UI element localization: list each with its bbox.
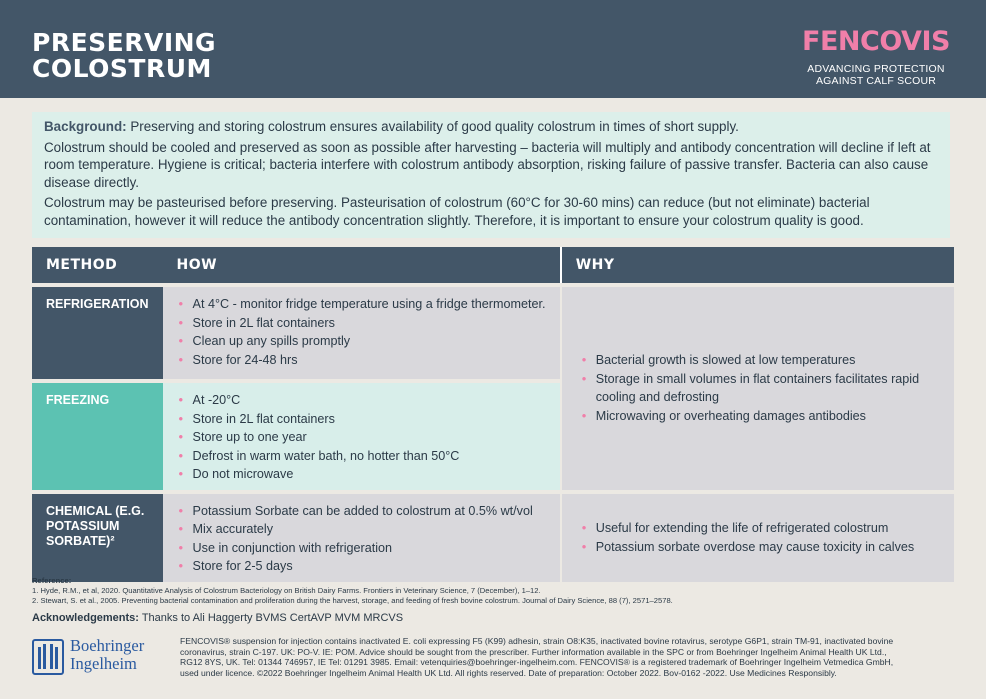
list-item: • At 4°C - monitor fridge temperature using a fridge thermometer. (177, 295, 546, 314)
list-item: • Store for 2-5 days (177, 557, 546, 576)
logo-tagline: ADVANCING PROTECTION AGAINST CALF SCOUR (807, 63, 945, 87)
references (32, 576, 932, 606)
list-item: • Storage in small volumes in flat containers facilitates rapid cooling and defrosting (580, 370, 936, 407)
logo-text: FENCOVIS (802, 26, 950, 57)
method-refrigeration: REFRIGERATION (32, 287, 163, 379)
boehringer-logo (32, 637, 162, 677)
header-why: WHY (561, 247, 954, 283)
list-item: • Useful for extending the life of refrigerated colostrum (580, 519, 936, 538)
list-item: • Microwaving or overheating damages antibodies (580, 407, 936, 426)
references-heading: Reference: (32, 576, 72, 585)
header-banner (0, 0, 986, 98)
table-row (32, 494, 954, 582)
header-how: HOW (163, 247, 561, 283)
background-box (32, 112, 950, 238)
list-item: • Potassium Sorbate can be added to colostrum at 0.5% wt/vol (177, 502, 546, 521)
list-item: • Bacterial growth is slowed at low temperatures (580, 351, 936, 370)
company-name-line1: Boehringer (70, 636, 145, 655)
list-item: • Store in 2L flat containers (177, 410, 546, 429)
background-p1-text: Preserving and storing colostrum ensures availability of good quality colostrum in times of short supply. (130, 119, 739, 134)
list-item: • Clean up any spills promptly (177, 332, 546, 351)
list-item: • Store up to one year (177, 428, 546, 447)
why-cold-storage (561, 287, 954, 490)
page-title: PRESERVING COLOSTRUM (32, 28, 217, 83)
method-freezing: FREEZING (32, 383, 163, 490)
boehringer-wordmark (70, 637, 144, 673)
list-item: • At -20°C (177, 391, 546, 410)
background-p3: Colostrum may be pasteurised before preserving. Pasteurisation of colostrum (60°C for 30-60 mins) can reduce (but not eliminate) bacterial contamination, however it will reduce the antibody concentration slightly. Therefore, it is important to ensure your colostrum quality is good. (44, 195, 870, 228)
reference-item: 1. Hyde, R.M., et al, 2020. Quantitative Analysis of Colostrum Bacteriology on British Dairy Farms. Frontiers in Veterinary Science, 7 (December), 1–12. (32, 586, 541, 595)
method-chemical: CHEMICAL (E.G. POTASSIUM SORBATE)² (32, 494, 163, 582)
background-p2: Colostrum should be cooled and preserved as soon as possible after harvesting – bacteria will multiply and antibody concentration will decline if left at room temperature. Hygiene is critical; bacteria interfere with colostrum antibody absorption, risking failure of passive transfer. Bacteria can also cause disease directly. (44, 139, 931, 190)
list-item: • Defrost in warm water bath, no hotter than 50°C (177, 447, 546, 466)
company-name-line2: Ingelheim (70, 654, 137, 673)
acknowledgements-text: Thanks to Ali Haggerty BVMS CertAVP MVM MRCVS (141, 612, 404, 624)
background-label: Background: (44, 119, 127, 134)
list-item: • Store for 24-48 hrs (177, 351, 546, 370)
why-chemical (561, 494, 954, 582)
how-chemical (163, 494, 561, 582)
table-row (32, 287, 954, 379)
list-item: • Do not microwave (177, 465, 546, 484)
methods-table (32, 247, 954, 582)
fencovis-logo (796, 26, 956, 87)
how-refrigeration (163, 287, 561, 379)
header-method: METHOD (32, 247, 163, 283)
list-item: • Store in 2L flat containers (177, 314, 546, 333)
acknowledgements (32, 612, 403, 624)
background-p1 (44, 118, 938, 136)
list-item: • Potassium sorbate overdose may cause toxicity in calves (580, 538, 936, 557)
list-item: • Mix accurately (177, 520, 546, 539)
how-freezing (163, 383, 561, 490)
list-item: • Use in conjunction with refrigeration (177, 539, 546, 558)
acknowledgements-label: Acknowledgements: (32, 612, 139, 624)
table-header-row (32, 247, 954, 283)
boehringer-building-icon (32, 639, 64, 675)
reference-item: 2. Stewart, S. et al., 2005. Preventing bacterial contamination and proliferation during the harvest, storage, and feeding of fresh bovine colostrum. Journal of Dairy Science, 88 (7), 2571–2578. (32, 596, 673, 605)
legal-disclaimer: FENCOVIS® suspension for injection contains inactivated E. coli expressing F5 (K99) adhesin, strain O8:K35, inactivated bovine rotavirus, serotype G6P1, strain TM-91, inactivated bovine coronavirus, strain C-197. UK: PO-V. IE: POM. Advice should be sought from the prescriber. Further information available in the SPC or from Boehringer Ingelheim Animal Health UK Ltd., RG12 8YS, UK. Tel: 01344 746957, IE Tel: 01291 3985. Email: vetenquiries@boehringer-ingelheim.com. FENCOVIS® is a registered trademark of Boehringer Ingelheim Vetmedica GmbH, used under licence. ©2022 Boehringer Ingelheim Animal Health UK Ltd. All rights reserved. Date of preparation: October 2022. Bov-0162 -2022. Use Medicines Responsibly. (180, 636, 894, 678)
